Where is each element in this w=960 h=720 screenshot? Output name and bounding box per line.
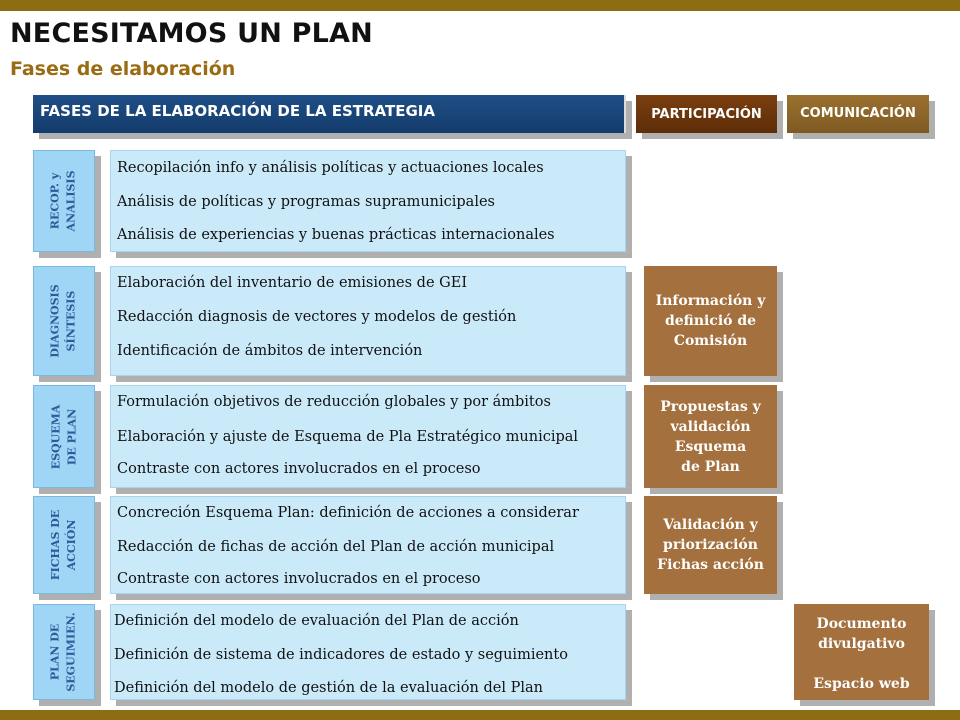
- communication-line: Documento: [816, 616, 907, 632]
- phase-content-esquema: [110, 385, 626, 488]
- header-participation: PARTICIPACIÓN: [636, 95, 777, 133]
- participation-line: Propuestas y: [660, 398, 761, 415]
- phase-label-line: SÍNTESIS: [65, 290, 79, 352]
- participation-line: Esquema: [674, 438, 747, 455]
- participation-line: priorización: [663, 537, 758, 553]
- participation-box-information: [644, 266, 777, 376]
- phase-label-line: ACCIÓN: [65, 519, 78, 571]
- phase-label-line: ANALISIS: [65, 170, 79, 232]
- participation-line: Fichas acción: [657, 557, 764, 573]
- phase-label-line: DIAGNOSIS: [49, 284, 63, 358]
- participation-box-proposals: [644, 385, 777, 488]
- phase-label-line: RECOP. y: [49, 172, 63, 230]
- participation-line: Información y: [655, 293, 766, 309]
- participation-line: validación: [670, 418, 751, 435]
- phase-label-recop: [33, 150, 95, 252]
- phase-label-line: PLAN DE: [49, 623, 63, 681]
- page-title: NECESITAMOS UN PLAN: [10, 18, 373, 49]
- phase-label-line: FICHAS DE: [49, 509, 62, 581]
- phase-task: Contraste con actores involucrados en el proceso: [117, 571, 481, 587]
- page-subtitle: Fases de elaboración: [10, 58, 236, 80]
- phase-task: Formulación objetivos de reducción globales y por ámbitos: [117, 394, 551, 410]
- header-phases: FASES DE LA ELABORACIÓN DE LA ESTRATEGIA: [33, 95, 626, 133]
- phase-task: Redacción diagnosis de vectores y modelos de gestión: [117, 309, 517, 325]
- top-bar: [0, 0, 960, 11]
- phase-task: Concreción Esquema Plan: definición de acciones a considerar: [117, 505, 579, 521]
- phase-content-fichas: [110, 496, 626, 594]
- phase-task: Elaboración del inventario de emisiones de GEI: [117, 275, 468, 291]
- participation-line: Validación y: [663, 517, 758, 533]
- phase-task: Definición del modelo de evaluación del Plan de acción: [114, 613, 519, 629]
- participation-line: Comisión: [673, 333, 748, 349]
- phase-task: Análisis de experiencias y buenas prácticas internacionales: [117, 227, 555, 243]
- participation-box-validation: [644, 496, 777, 594]
- phase-content-recop: [110, 150, 626, 252]
- phase-task: Contraste con actores involucrados en el proceso: [117, 461, 481, 477]
- bottom-bar: [0, 710, 960, 720]
- phase-label-diagnosis: [33, 266, 95, 376]
- phase-label-line: DE PLAN: [65, 408, 79, 465]
- phase-task: Análisis de políticas y programas supramunicipales: [117, 194, 495, 210]
- phase-task: Elaboración y ajuste de Esquema de Pla Estratégico municipal: [117, 429, 579, 445]
- phase-label-seguimiento: [33, 604, 95, 700]
- phase-task: Definición de sistema de indicadores de estado y seguimiento: [114, 647, 568, 663]
- phase-content-diagnosis: [110, 266, 626, 376]
- phase-label-line: SEGUIMIEN.: [65, 612, 79, 692]
- phase-task: Identificación de ámbitos de intervención: [117, 343, 423, 359]
- participation-line: definició de: [664, 313, 757, 329]
- header-communication: COMUNICACIÓN: [787, 95, 929, 133]
- phase-task: Redacción de fichas de acción del Plan de acción municipal: [117, 539, 555, 555]
- participation-line: de Plan: [681, 458, 740, 475]
- phase-task: Recopilación info y análisis políticas y actuaciones locales: [117, 160, 544, 176]
- communication-line: divulgativo: [818, 636, 905, 652]
- phase-content-seguimiento: [110, 604, 626, 700]
- communication-box: [794, 604, 929, 700]
- phase-label-line: ESQUEMA: [49, 404, 63, 469]
- communication-line: Espacio web: [813, 676, 910, 692]
- phase-label-fichas: [33, 496, 95, 594]
- phase-task: Definición del modelo de gestión de la evaluación del Plan: [114, 680, 543, 696]
- phase-label-esquema: [33, 385, 95, 488]
